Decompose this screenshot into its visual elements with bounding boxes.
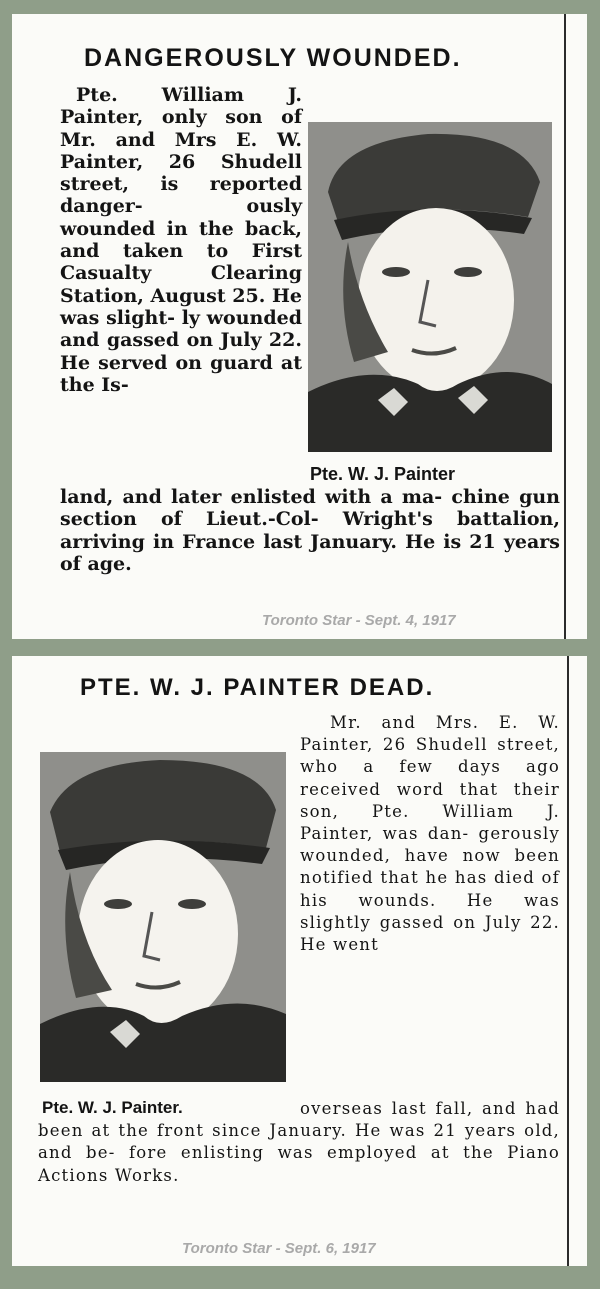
photo-caption: Pte. W. J. Painter. [42,1098,183,1117]
article-text-intro: Pte. William J. Painter, only son of Mr. and Mrs E. W. Painter, 26 Shudell street, is reported danger- ously wounded in the back, and taken to First Casualty Clearing Station, August 25. He was slight- ly wounded and gassed on July 22. He served on guard at the Is- [60,84,302,396]
portrait-photo [40,752,286,1082]
column-rule [567,656,569,1266]
headline: DANGEROUSLY WOUNDED. [84,44,462,72]
article-text-rest: overseas last fall, and had been at the front since January. He was 21 years old, and be- fore enlisting was employed at the Piano Actions Works. [38,1099,560,1185]
article-text-rest: land, and later enlisted with a ma- chine gun section of Lieut.-Col- Wright's battalion, arriving in France last January. He is 21 years of age. [60,486,560,575]
article-body-continued [38,1098,560,1234]
portrait-photo [308,122,552,452]
clipping-dangerously-wounded [12,14,587,639]
source-credit: Toronto Star - Sept. 6, 1917 [182,1240,376,1257]
column-rule [564,14,566,639]
photo-caption: Pte. W. J. Painter [310,464,456,484]
article-text-intro: Mr. and Mrs. E. W. Painter, 26 Shudell street, who a few days ago received word that their son, Pte. William J. Painter, was dan- gerously wounded, have now been notified that he has died of his wounds. He was slightly gassed on July 22. He went [300,713,560,955]
clipping-painter-dead [12,656,587,1266]
article-body-continued [60,486,560,626]
source-credit: Toronto Star - Sept. 4, 1917 [262,612,456,629]
headline: PTE. W. J. PAINTER DEAD. [80,674,435,701]
